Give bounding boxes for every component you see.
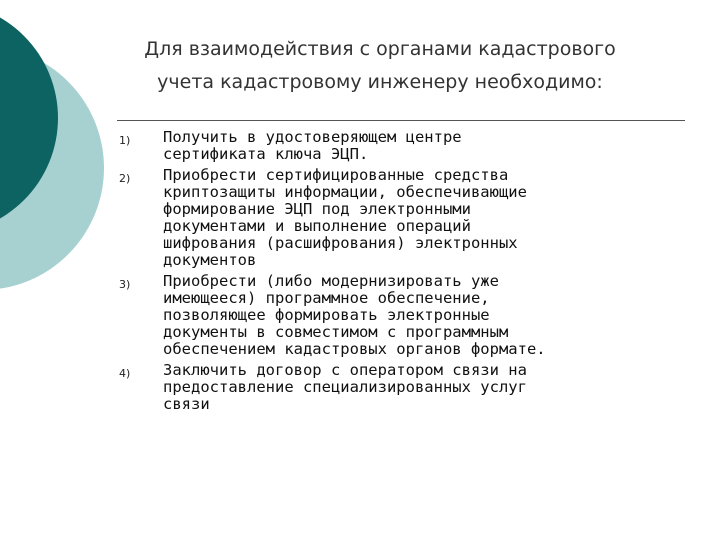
list-item-number: 4) <box>119 367 131 380</box>
list-item-number: 3) <box>119 278 131 291</box>
requirements-list <box>117 129 677 417</box>
list-item-text: Приобрести сертифицированные средства криптозащиты информации, обеспечивающие формирование ЭЦП под электронными документами и выполнение операций шифрования (расшифрования) электронных документов <box>163 166 527 269</box>
list-item <box>117 362 677 413</box>
list-item <box>117 129 677 163</box>
list-item-number: 2) <box>119 172 131 185</box>
list-item <box>117 167 677 269</box>
list-item-text: Заключить договор с оператором связи на предоставление специализированных услуг связи <box>163 361 527 413</box>
title-divider <box>117 120 685 121</box>
list-item-number: 1) <box>119 134 131 147</box>
slide-title <box>100 33 660 99</box>
slide-title-line-1: Для взаимодействия с органами кадастрового <box>144 38 616 60</box>
list-item <box>117 273 677 358</box>
slide-title-line-2: учета кадастровому инженеру необходимо: <box>157 71 603 93</box>
list-item-text: Приобрести (либо модернизировать уже имеющееся) программное обеспечение, позволяющее формировать электронные документы в совместимом с программным обеспечением кадастровых органов формате. <box>163 272 546 358</box>
list-item-text: Получить в удостоверяющем центре сертификата ключа ЭЦП. <box>163 128 462 163</box>
